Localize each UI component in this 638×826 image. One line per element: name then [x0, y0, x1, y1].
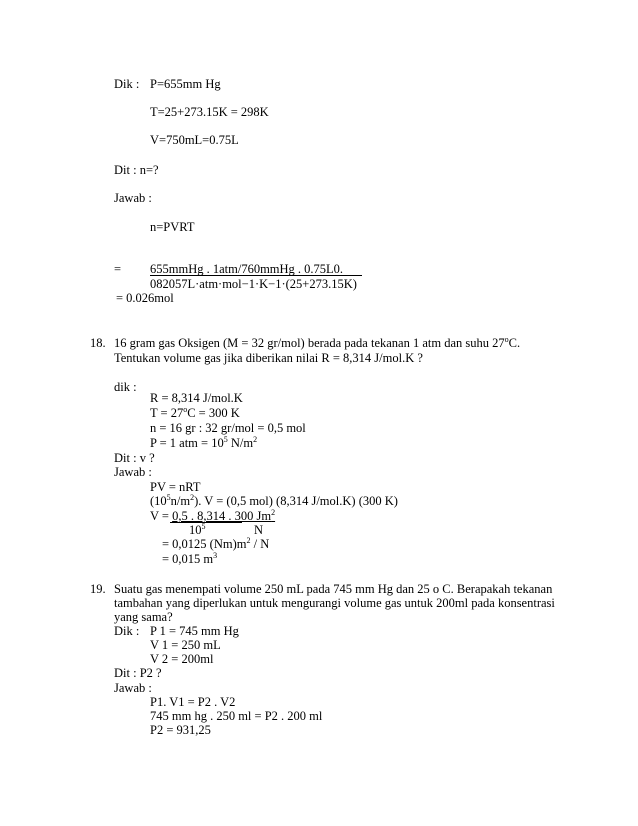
given-pressure: P=655mm Hg — [150, 77, 221, 91]
fraction-denominator: 082057L·atm·mol−1·K−1·(25+273.15K) — [150, 277, 357, 291]
jawab-label: Jawab : — [114, 191, 152, 205]
jawab-label: Jawab : — [114, 681, 152, 695]
given-n: n = 16 gr : 32 gr/mol = 0,5 mol — [150, 421, 306, 435]
given-temperature: T=25+273.15K = 298K — [150, 105, 269, 119]
dik-label: dik : — [114, 380, 137, 394]
result-1: = 0,0125 $(Nm)m^2$ / N — [162, 535, 270, 551]
question-number: 18. — [90, 336, 106, 350]
equation-3: P2 = 931,25 — [150, 723, 211, 737]
given-t: $T = 27^oC = 300$ K — [150, 404, 240, 420]
given-volume: V=750mL=0.75L — [150, 133, 239, 147]
volume-fraction: V = 0,5 . 8,314 . 300 Jm$^2$ — [150, 507, 276, 523]
question-line-1: Suatu gas menempati volume 250 mL pada 745 mm Hg dan 25 o C. Berapakah tekanan — [114, 582, 553, 596]
jawab-label: Jawab : — [114, 465, 152, 479]
result: = 0.026mol — [116, 291, 174, 305]
question-line-3: yang sama? — [114, 610, 173, 624]
equals-sign: = — [114, 262, 122, 276]
volume-denominator-unit: N — [254, 523, 264, 537]
equation-1: P1. V1 = P2 . V2 — [150, 695, 236, 709]
question-line-2: tambahan yang diperlukan untuk mengurangi volume gas untuk 200ml pada konsentrasi — [114, 596, 555, 610]
fraction-numerator: 655mmHg . 1atm/760mmHg . 0.75L0. — [150, 262, 344, 276]
given-p: P = 1 atm = $10^5$ $N/m^2$ — [150, 434, 258, 450]
equation-substitution: $(10^5n/m^2)$. V = (0,5 mol) (8,314 J/mol.K) (300 K) — [150, 492, 398, 508]
result-2: = 0,015 $m^3$ — [162, 550, 218, 566]
dik-label: Dik : — [114, 624, 140, 638]
dit-label: Dit : n=? — [114, 163, 159, 177]
dik-label: Dik : — [114, 77, 140, 91]
equation-2: 745 mm hg . 250 ml = P2 . 200 ml — [150, 709, 323, 723]
fraction-bar — [150, 275, 362, 276]
volume-denominator: $10^5$ — [189, 521, 206, 537]
given-p1: P 1 = 745 mm Hg — [150, 624, 239, 638]
formula: n=PVRT — [150, 220, 195, 234]
dit-label: Dit : v ? — [114, 451, 155, 465]
question-line-1: 16 gram gas Oksigen (M = 32 gr/mol) berada pada tekanan 1 atm dan suhu 27$^o$C. — [114, 334, 521, 350]
question-line-2: Tentukan volume gas jika diberikan nilai R = 8,314 J/mol.K ? — [114, 351, 423, 365]
equation-pv: PV = nRT — [150, 480, 201, 494]
given-v1: V 1 = 250 mL — [150, 638, 221, 652]
dit-label: Dit : P2 ? — [114, 666, 162, 680]
fraction-bar — [170, 522, 242, 523]
given-r: R = 8,314 J/mol.K — [150, 391, 243, 405]
question-number: 19. — [90, 582, 106, 596]
given-v2: V 2 = 200ml — [150, 652, 214, 666]
